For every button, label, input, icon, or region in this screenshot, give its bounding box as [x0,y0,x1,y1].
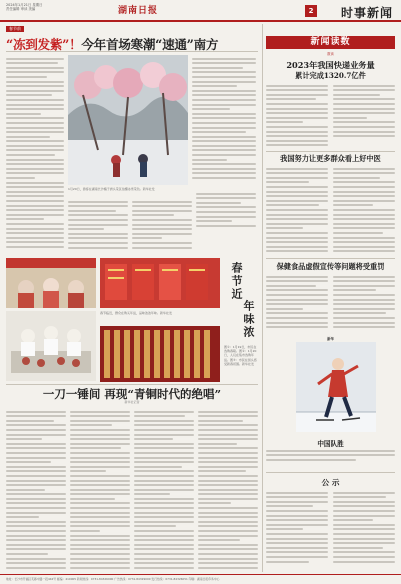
notice-body-left [266,489,328,569]
rule [266,151,395,152]
feature-photo-2 [100,258,220,308]
lower-body-col3 [134,408,194,570]
story3-body-right [333,273,395,333]
page-number: 2 [305,5,317,17]
page-header [0,0,401,22]
column-divider [262,24,263,572]
lead-photo-caption: 1月20日，游客在湖南长沙橘子洲头景区拍摄冰雪景色。新华社发 [68,187,155,191]
sports-photo [296,342,376,432]
lead-headline-rest: 今年首场寒潮“速通”南方 [81,37,219,52]
rule [6,51,258,52]
lower-body-col1 [6,408,66,570]
lead-body-col3b [196,190,256,230]
feature-title-2: 年味浓 [242,300,255,339]
notice-body-right [333,489,395,569]
lower-body-col2 [70,408,130,570]
feature-photo-3 [6,311,96,381]
lead-body-col2c [132,198,192,253]
issue-editors: 责任编辑 审读 美编 [6,7,36,12]
page-footer: 地址：长沙市开福区芙蓉中路一段442号 邮编：410005 新闻热线：0731-84326000 广告热线：0731-84329000 发行热线：0731-84326051 印刷：湖南日报印务中心 [0,574,401,584]
feature-caption: 图①：1月19日，市民在选购春联。图②：1月20日，人们在集市选购年货。图③：市民在街头感受新春氛围。新华社发 [224,345,257,366]
issue-date: 2024年1月21日 星期日 [6,3,43,7]
feature-photo-1 [6,258,96,308]
lower-headline: 一刀一锤间 再现“青铜时代的绝唱” [42,387,222,401]
right-section-header: 新闻读数 [266,36,395,49]
rule [266,258,395,259]
lower-body-col4 [198,408,258,570]
lead-body-col1 [6,55,64,253]
story1-body-right [333,82,395,150]
issue-meta [6,3,76,12]
story2-body-left [266,165,328,257]
story1-body-left [266,82,328,150]
lead-body-col3 [192,55,256,185]
lead-body-col2b [68,198,128,253]
lower-byline: 新华社记者 [124,400,140,404]
lead-photo2-caption: 春节临近，群众在购买年货，品味浓浓年味。新华社发 [100,311,173,315]
lead-headline-quote: “冻到发紫”！ [6,37,82,52]
story4-body [266,447,395,469]
rule [266,472,395,473]
section-tag: 春节前 [6,26,24,32]
right-section-sub: 数读 [327,52,334,56]
story4-headline: 中国队胜 [317,440,344,448]
feature-title-1: 春节近 [230,262,243,301]
story2-body-right [333,165,395,257]
notice-headline: 公 示 [321,478,340,487]
story1-subheadline: 累计完成1320.7亿件 [295,71,366,80]
story1-headline: 2023年我国快递业务量 [286,60,375,70]
story3-body-left [266,273,328,333]
sports-photo-label: 新华 [327,337,334,341]
section-title: 时事新闻 [340,6,393,20]
feature-photo-4 [100,326,220,382]
lead-photo [68,55,188,185]
masthead: 湖南日报 [118,6,159,16]
story2-headline: 我国努力让更多群众看上好中医 [280,154,381,163]
story3-headline: 保健食品虚假宣传等问题将受重罚 [276,262,385,271]
rule [6,384,258,385]
